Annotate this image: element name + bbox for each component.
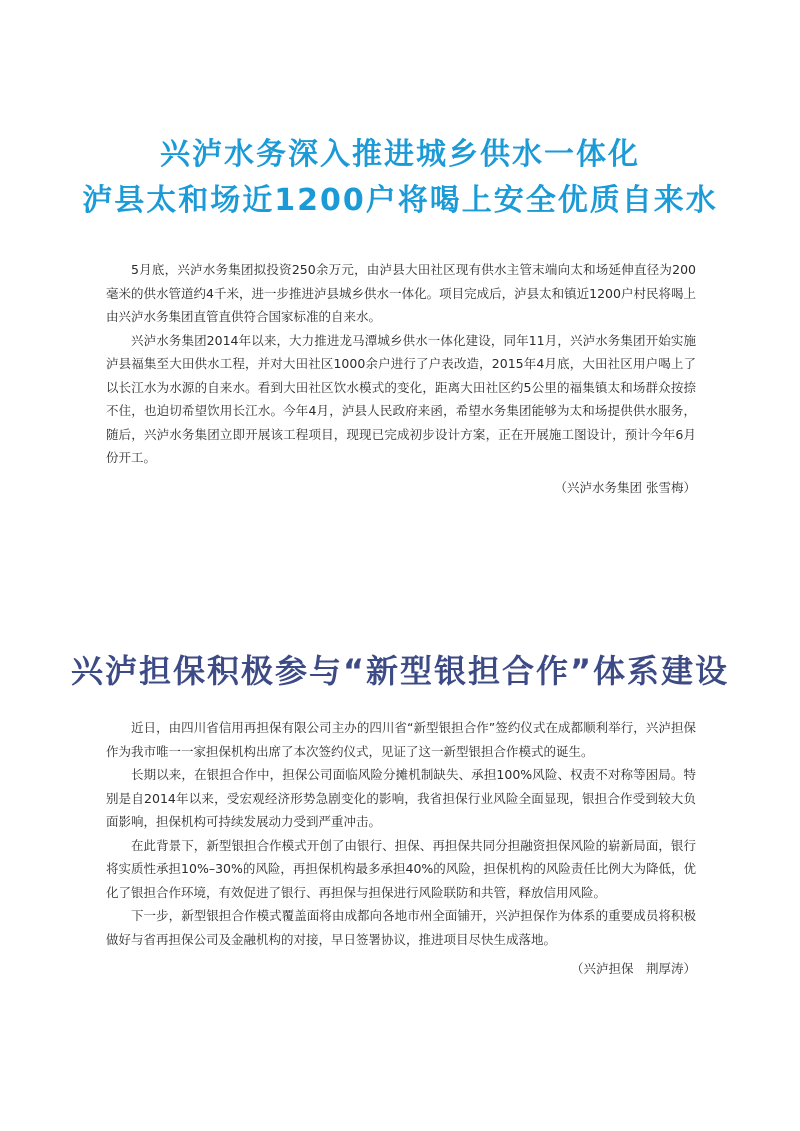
byline: （兴泸担保 荆厚涛） <box>570 961 696 976</box>
article-body <box>106 716 696 981</box>
paragraph: 兴泸水务集团2014年以来，大力推进龙马潭城乡供水一体化建设，同年11月，兴泸水务集团开始实施泸县福集至大田供水工程，并对大田社区1000余户进行了户表改造，2015年4月底，大田社区用户喝上了以长江水为水源的自来水。看到大田社区饮水模式的变化，距离大田社区约5公里的福集镇太和场群众按捺不住，也迫切希望饮用长江水。今年4月，泸县人民政府来函，希望水务集团能够为太和场提供供水服务，随后，兴泸水务集团立即开展该工程项目，现现已完成初步设计方案，正在开展施工图设计，预计今年6月份开工。 <box>106 332 696 465</box>
article-title <box>0 648 800 694</box>
article-body <box>106 258 696 499</box>
paragraph: 下一步，新型银担合作模式覆盖面将由成都向各地市州全面铺开，兴泸担保作为体系的重要成员将积极做好与省再担保公司及金融机构的对接，早日签署协议，推进项目尽快生成落地。 <box>106 908 696 947</box>
paragraph: 长期以来，在银担合作中，担保公司面临风险分摊机制缺失、承担100%风险、权责不对称等困局。特别是自2014年以来，受宏观经济形势急剧变化的影响，我省担保行业风险全面显现，银担合作受到较大负面影响，担保机构可持续发展动力受到严重冲击。 <box>106 767 696 829</box>
title-line-1: 兴泸水务深入推进城乡供水一体化 <box>160 137 640 172</box>
article-title <box>0 132 800 224</box>
paragraph: 在此背景下，新型银担合作模式开创了由银行、担保、再担保共同分担融资担保风险的崭新局面，银行将实质性承担10%–30%的风险，再担保机构最多承担40%的风险，担保机构的风险责任比例大为降低，优化了银担合作环境，有效促进了银行、再担保与担保进行风险联防和共管，释放信用风险。 <box>106 837 696 900</box>
paragraph: 5月底，兴泸水务集团拟投资250余万元，由泸县大田社区现有供水主管末端向太和场延伸直径为200毫米的供水管道约4千米，进一步推进泸县城乡供水一体化。项目完成后，泸县太和镇近1200户村民将喝上由兴泸水务集团直管直供符合国家标准的自来水。 <box>106 262 696 324</box>
title-line-1: 兴泸担保积极参与“新型银担合作”体系建设 <box>70 652 730 690</box>
paragraph: 近日，由四川省信用再担保有限公司主办的四川省“新型银担合作”签约仪式在成都顺利举行，兴泸担保作为我市唯一一家担保机构出席了本次签约仪式，见证了这一新型银担合作模式的诞生。 <box>106 720 696 759</box>
article-water <box>0 132 800 495</box>
byline: （兴泸水务集团 张雪梅） <box>554 479 696 495</box>
title-line-2: 泸县太和场近1200户将喝上安全优质自来水 <box>82 183 718 218</box>
article-guarantee <box>0 648 800 976</box>
